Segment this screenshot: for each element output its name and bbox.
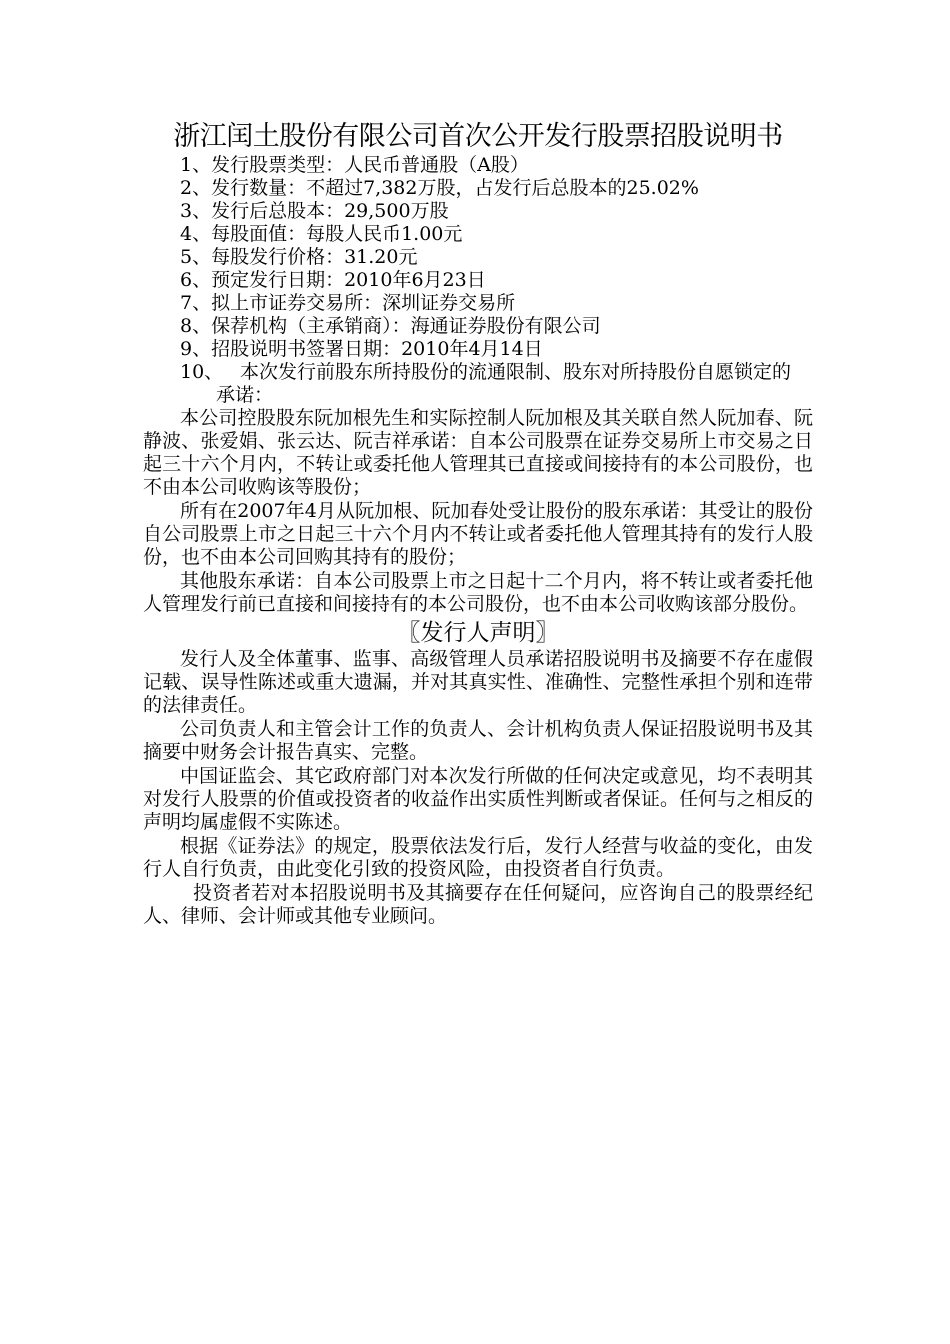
- list-item: [143, 200, 813, 223]
- list-item: [143, 292, 813, 315]
- item-number: 1、: [180, 154, 212, 176]
- item-number: 9、: [180, 338, 212, 360]
- list-item: [143, 177, 813, 200]
- item-text: 发行股票类型：人民币普通股（A股）: [211, 154, 529, 176]
- declaration-paragraph: 投资者若对本招股说明书及其摘要存在任何疑问，应咨询自己的股票经纪人、律师、会计师或其他专业顾问。: [143, 882, 813, 927]
- item-number: 2、: [180, 177, 212, 199]
- list-item: [143, 315, 813, 338]
- declaration-paragraph: 中国证监会、其它政府部门对本次发行所做的任何决定或意见，均不表明其对发行人股票的价值或投资者的收益作出实质性判断或者保证。任何与之相反的声明均属虚假不实陈述。: [143, 765, 813, 833]
- item-text-continuation: 承诺：: [216, 384, 274, 406]
- commitment-paragraph: 所有在2007年4月从阮加根、阮加春处受让股份的股东承诺：其受让的股份自公司股票上市之日起三十六个月内不转让或者委托他人管理其持有的发行人股份，也不由本公司回购其持有的股份；: [143, 500, 813, 568]
- item-number: 6、: [180, 269, 212, 291]
- item-number: 4、: [180, 223, 212, 245]
- item-text: 每股面值：每股人民币1.00元: [211, 223, 463, 245]
- document-page: [143, 120, 813, 929]
- item-text: 发行数量：不超过7,382万股，占发行后总股本的25.02%: [211, 177, 699, 199]
- item-text-line: 本次发行前股东所持股份的流通限制、股东对所持股份自愿锁定的: [240, 361, 792, 383]
- list-item: [143, 269, 813, 292]
- item-text: 保荐机构（主承销商）：海通证券股份有限公司: [211, 315, 601, 337]
- list-item-lockup: [143, 361, 813, 407]
- declaration-paragraph: 公司负责人和主管会计工作的负责人、会计机构负责人保证招股说明书及其摘要中财务会计报告真实、完整。: [143, 718, 813, 763]
- declaration-paragraph: 发行人及全体董事、监事、高级管理人员承诺招股说明书及摘要不存在虚假记载、误导性陈述或重大遗漏，并对其真实性、准确性、完整性承担个别和连带的法律责任。: [143, 648, 813, 716]
- list-item: [143, 154, 813, 177]
- item-text: [216, 361, 813, 407]
- list-item: [143, 338, 813, 361]
- list-item: [143, 246, 813, 269]
- item-text: 预定发行日期：2010年6月23日: [211, 269, 486, 291]
- item-text: 发行后总股本：29,500万股: [211, 200, 449, 222]
- item-number: 8、: [180, 315, 212, 337]
- item-number: 5、: [180, 246, 212, 268]
- declaration-paragraph: 根据《证券法》的规定，股票依法发行后，发行人经营与收益的变化，由发行人自行负责，由此变化引致的投资风险，由投资者自行负责。: [143, 835, 813, 880]
- list-item: [143, 223, 813, 246]
- commitment-paragraph: 其他股东承诺：自本公司股票上市之日起十二个月内，将不转让或者委托他人管理发行前已直接和间接持有的本公司股份，也不由本公司收购该部分股份。: [143, 570, 813, 615]
- item-number: 3、: [180, 200, 212, 222]
- declaration-heading: 〖发行人声明〗: [397, 620, 559, 646]
- item-text: 拟上市证券交易所：深圳证券交易所: [211, 292, 516, 314]
- document-title: 浙江闰土股份有限公司首次公开发行股票招股说明书: [173, 121, 783, 152]
- item-number: 10、: [180, 361, 224, 383]
- item-text: 每股发行价格：31.20元: [211, 246, 418, 268]
- item-text: 招股说明书签署日期：2010年4月14日: [211, 338, 543, 360]
- commitment-paragraph: 本公司控股股东阮加根先生和实际控制人阮加根及其关联自然人阮加春、阮静波、张爱娟、张云达、阮吉祥承诺：自本公司股票在证券交易所上市交易之日起三十六个月内，不转让或委托他人管理其已直接或间接持有的本公司股份，也不由本公司收购该等股份；: [143, 407, 813, 498]
- issue-info-list: [143, 154, 813, 407]
- item-number: 7、: [180, 292, 212, 314]
